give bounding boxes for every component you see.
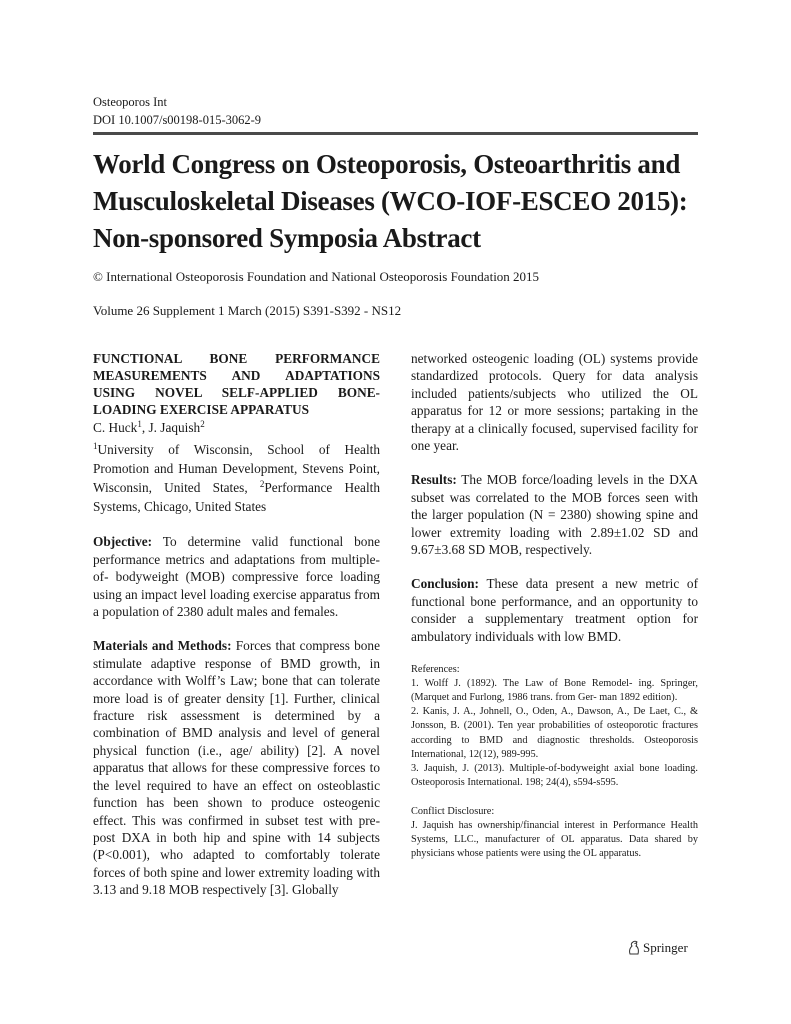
right-column [411,350,698,861]
copyright-line: © International Osteoporosis Foundation and National Osteoporosis Foundation 2015 [93,269,540,284]
results-label: Results: [411,472,457,488]
left-column [93,350,380,899]
affiliation-1: University of Wisconsin, School of Health Promotion and Human Development, Stevens Point, Wisconsin, United States, [93,442,380,496]
journal-doi: DOI 10.1007/s00198-015-3062-9 [93,113,262,127]
references-heading: References: [411,664,460,676]
objective-paragraph [93,533,380,620]
methods-paragraph [93,637,380,898]
volume-line: Volume 26 Supplement 1 March (2015) S391-S392 - NS12 [93,303,402,318]
references-section [411,663,698,861]
affil-mark: 1 [93,441,98,452]
affil-mark: 2 [259,479,265,490]
journal-name: Osteoporos Int [93,95,167,109]
methods-text: Forces that compress bone stimulate adaptive response of BMD growth, in accordance with Wolff’s Law; bone that can tolerate more load is of greater density [1]. Further, clinical fracture risk assessment is determined by a combination of BMD analysis and level of general physical function (i.e., age/ ability) [2]. A novel apparatus that allows for these compressive forces to the level required to have an effect on osteoblastic function has been shown to produce osteogenic effect. This was confirmed in subset test with pre-post DXA in both hip and spine with 14 subjects (P<0.001), who adapted to comfortably tolerate forces of both spine and lower extremity loading with 3.13 and 9.18 MOB respectively [3]. Globally [93,638,380,898]
header-rule [93,132,698,135]
author-affil-mark: 2 [200,419,205,429]
conclusion-text: These data present a new metric of functional bone performance, and an opportunity to consider a supplementary treatment option for ambulatory individuals with low BMD. [411,576,698,644]
author-name: C. Huck [93,420,138,435]
results-text: The MOB force/loading levels in the DXA subset was correlated to the MOB forces seen with the larger population (N = 2380) showing spine and lower extremity loading with 2.89±1.02 SD and 9.67±3.68 SD MOB, respectively. [411,472,698,558]
reference-item: 1. Wolff J. (1892). The Law of Bone Remodel- ing. Springer, (Marquet and Furlong, 1986 trans. from Ger- man 1892 edition). [411,678,698,704]
author-separator: , [141,420,149,435]
publisher-name: Springer [643,940,688,955]
springer-horse-icon [627,940,640,956]
reference-item: 3. Jaquish, J. (2013). Multiple-of-bodyweight axial bone loading. Osteoporosis International. 198; 24(4), s594-s595. [411,762,698,788]
author-name: J. Jaquish [148,420,201,435]
conflict-heading: Conflict Disclosure: [411,805,495,817]
reference-item: 2. Kanis, J. A., Johnell, O., Oden, A., Dawson, A., De Laet, C., & Jonsson, B. (2001). Ten year probabilities of osteoporotic fractures according to BMD and diagnostic thresholds. Osteoporosis International, 12(12), 989-995. [411,706,698,760]
publisher-logo [627,940,688,956]
methods-label: Materials and Methods: [93,638,232,654]
affiliations [93,440,380,516]
objective-label: Objective: [93,534,153,550]
conclusion-label: Conclusion: [411,576,479,592]
methods-continuation: networked osteogenic loading (OL) systems provide standardized protocols. Query for data analysis included patients/subjects who utilized the OL apparatus for 12 or more sessions; partaking in the therapy at a clinically focused, supervised facility for one year. [411,351,698,454]
conflict-text: J. Jaquish has ownership/financial interest in Performance Health Systems, LLC., manufacturer of OL apparatus. Data shared by physicians whose patients were using the OL apparatus. [411,820,698,860]
author-list [93,419,380,436]
affiliation-2: Performance Health Systems, Chicago, United States [93,480,380,515]
results-paragraph [411,471,698,558]
page-title: World Congress on Osteoporosis, Osteoarthritis and Musculoskeletal Diseases (WCO-IOF-ESCEO 2015): Non-sponsored Symposia Abstract [93,149,688,253]
objective-text: To determine valid functional bone performance metrics and adaptations from multiple-of- bodyweight (MOB) compressive force loading using an impact level loading exercise apparatus from a population of 2380 adult males and females. [93,534,380,620]
author-affil-mark: 1 [137,419,142,429]
journal-header [93,93,261,129]
abstract-title: FUNCTIONAL BONE PERFORMANCE MEASUREMENTS AND ADAPTATIONS USING NOVEL SELF-APPLIED BONE-LOADING EXERCISE APPARATUS [93,351,380,417]
conclusion-paragraph [411,575,698,645]
